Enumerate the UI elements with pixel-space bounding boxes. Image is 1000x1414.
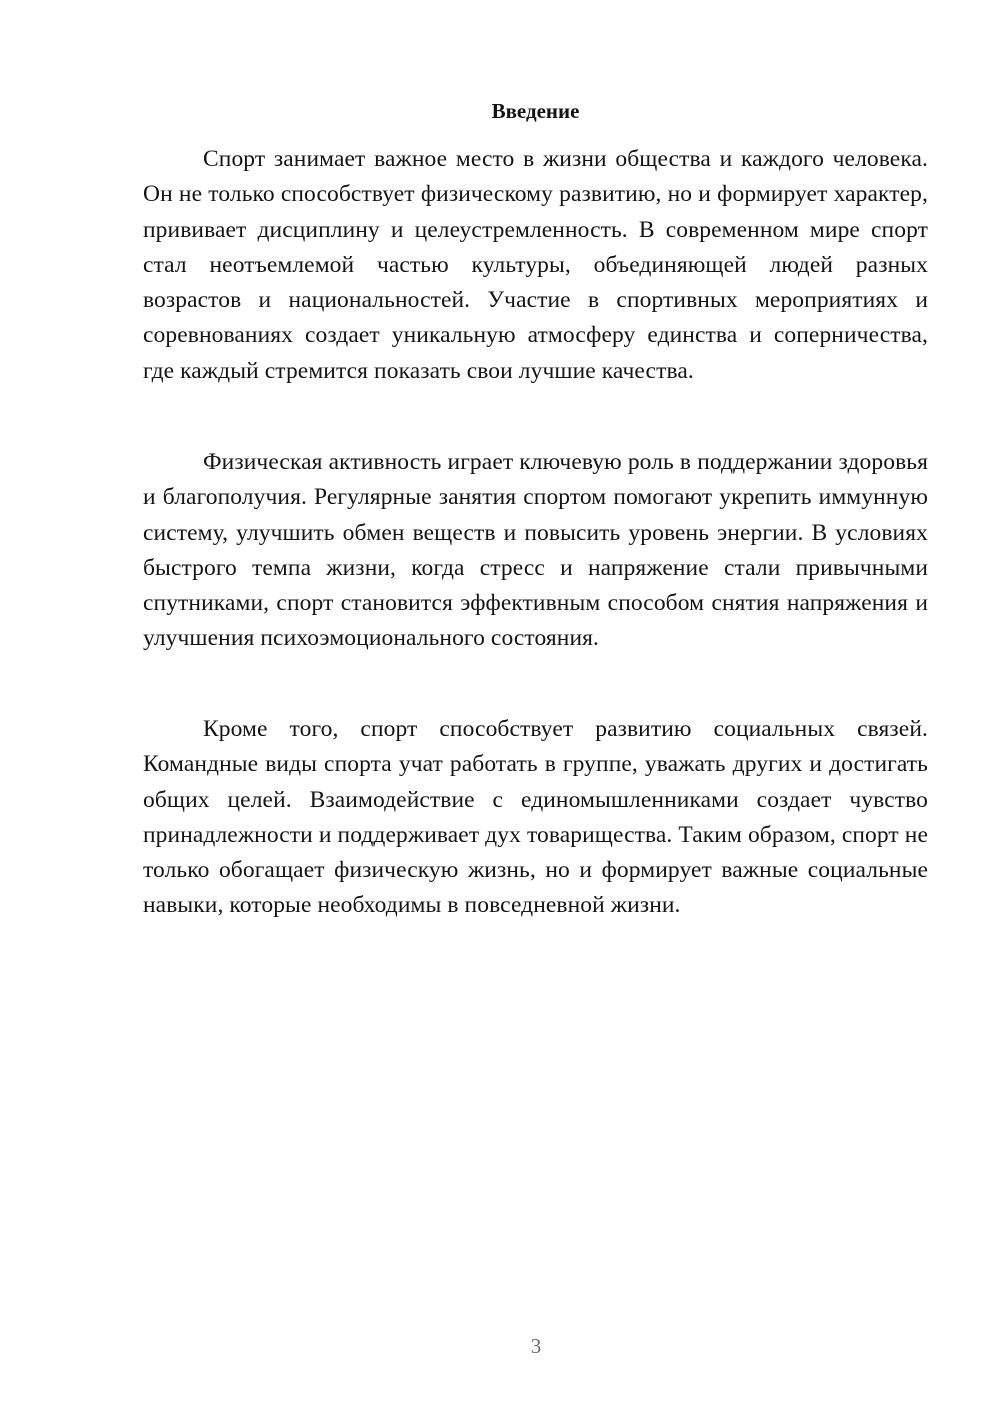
page-number: 3 [530,1334,542,1358]
paragraph-3: Кроме того, спорт способствует развитию социальных связей. Командные виды спорта учат работать в группе, уважать других и достигать общих целей. Взаимодействие с единомышленниками создает чувство принадлежности и поддерживает дух товарищества. Таким образом, спорт не только обогащает физическую жизнь, но и формирует важные социальные навыки, которые необходимы в повседневной жизни. [143,716,928,919]
paragraph-1: Спорт занимает важное место в жизни общества и каждого человека. Он не только способствует физическому развитию, но и формирует характер, прививает дисциплину и целеустремленность. В современном мире спорт стал неотъемлемой частью культуры, объединяющей людей разных возрастов и национальностей. Участие в спортивных мероприятиях и соревнованиях создает уникальную атмосферу единства и соперничества, где каждый стремится показать свои лучшие качества. [143,146,928,384]
paragraph-2: Физическая активность играет ключевую роль в поддержании здоровья и благополучия. Регулярные занятия спортом помогают укрепить иммунную систему, улучшить обмен веществ и повысить уровень энергии. В условиях быстрого темпа жизни, когда стресс и напряжение стали привычными спутниками, спорт становится эффективным способом снятия напряжения и улучшения психоэмоционального состояния. [143,449,928,652]
document-heading: Введение [491,99,580,123]
